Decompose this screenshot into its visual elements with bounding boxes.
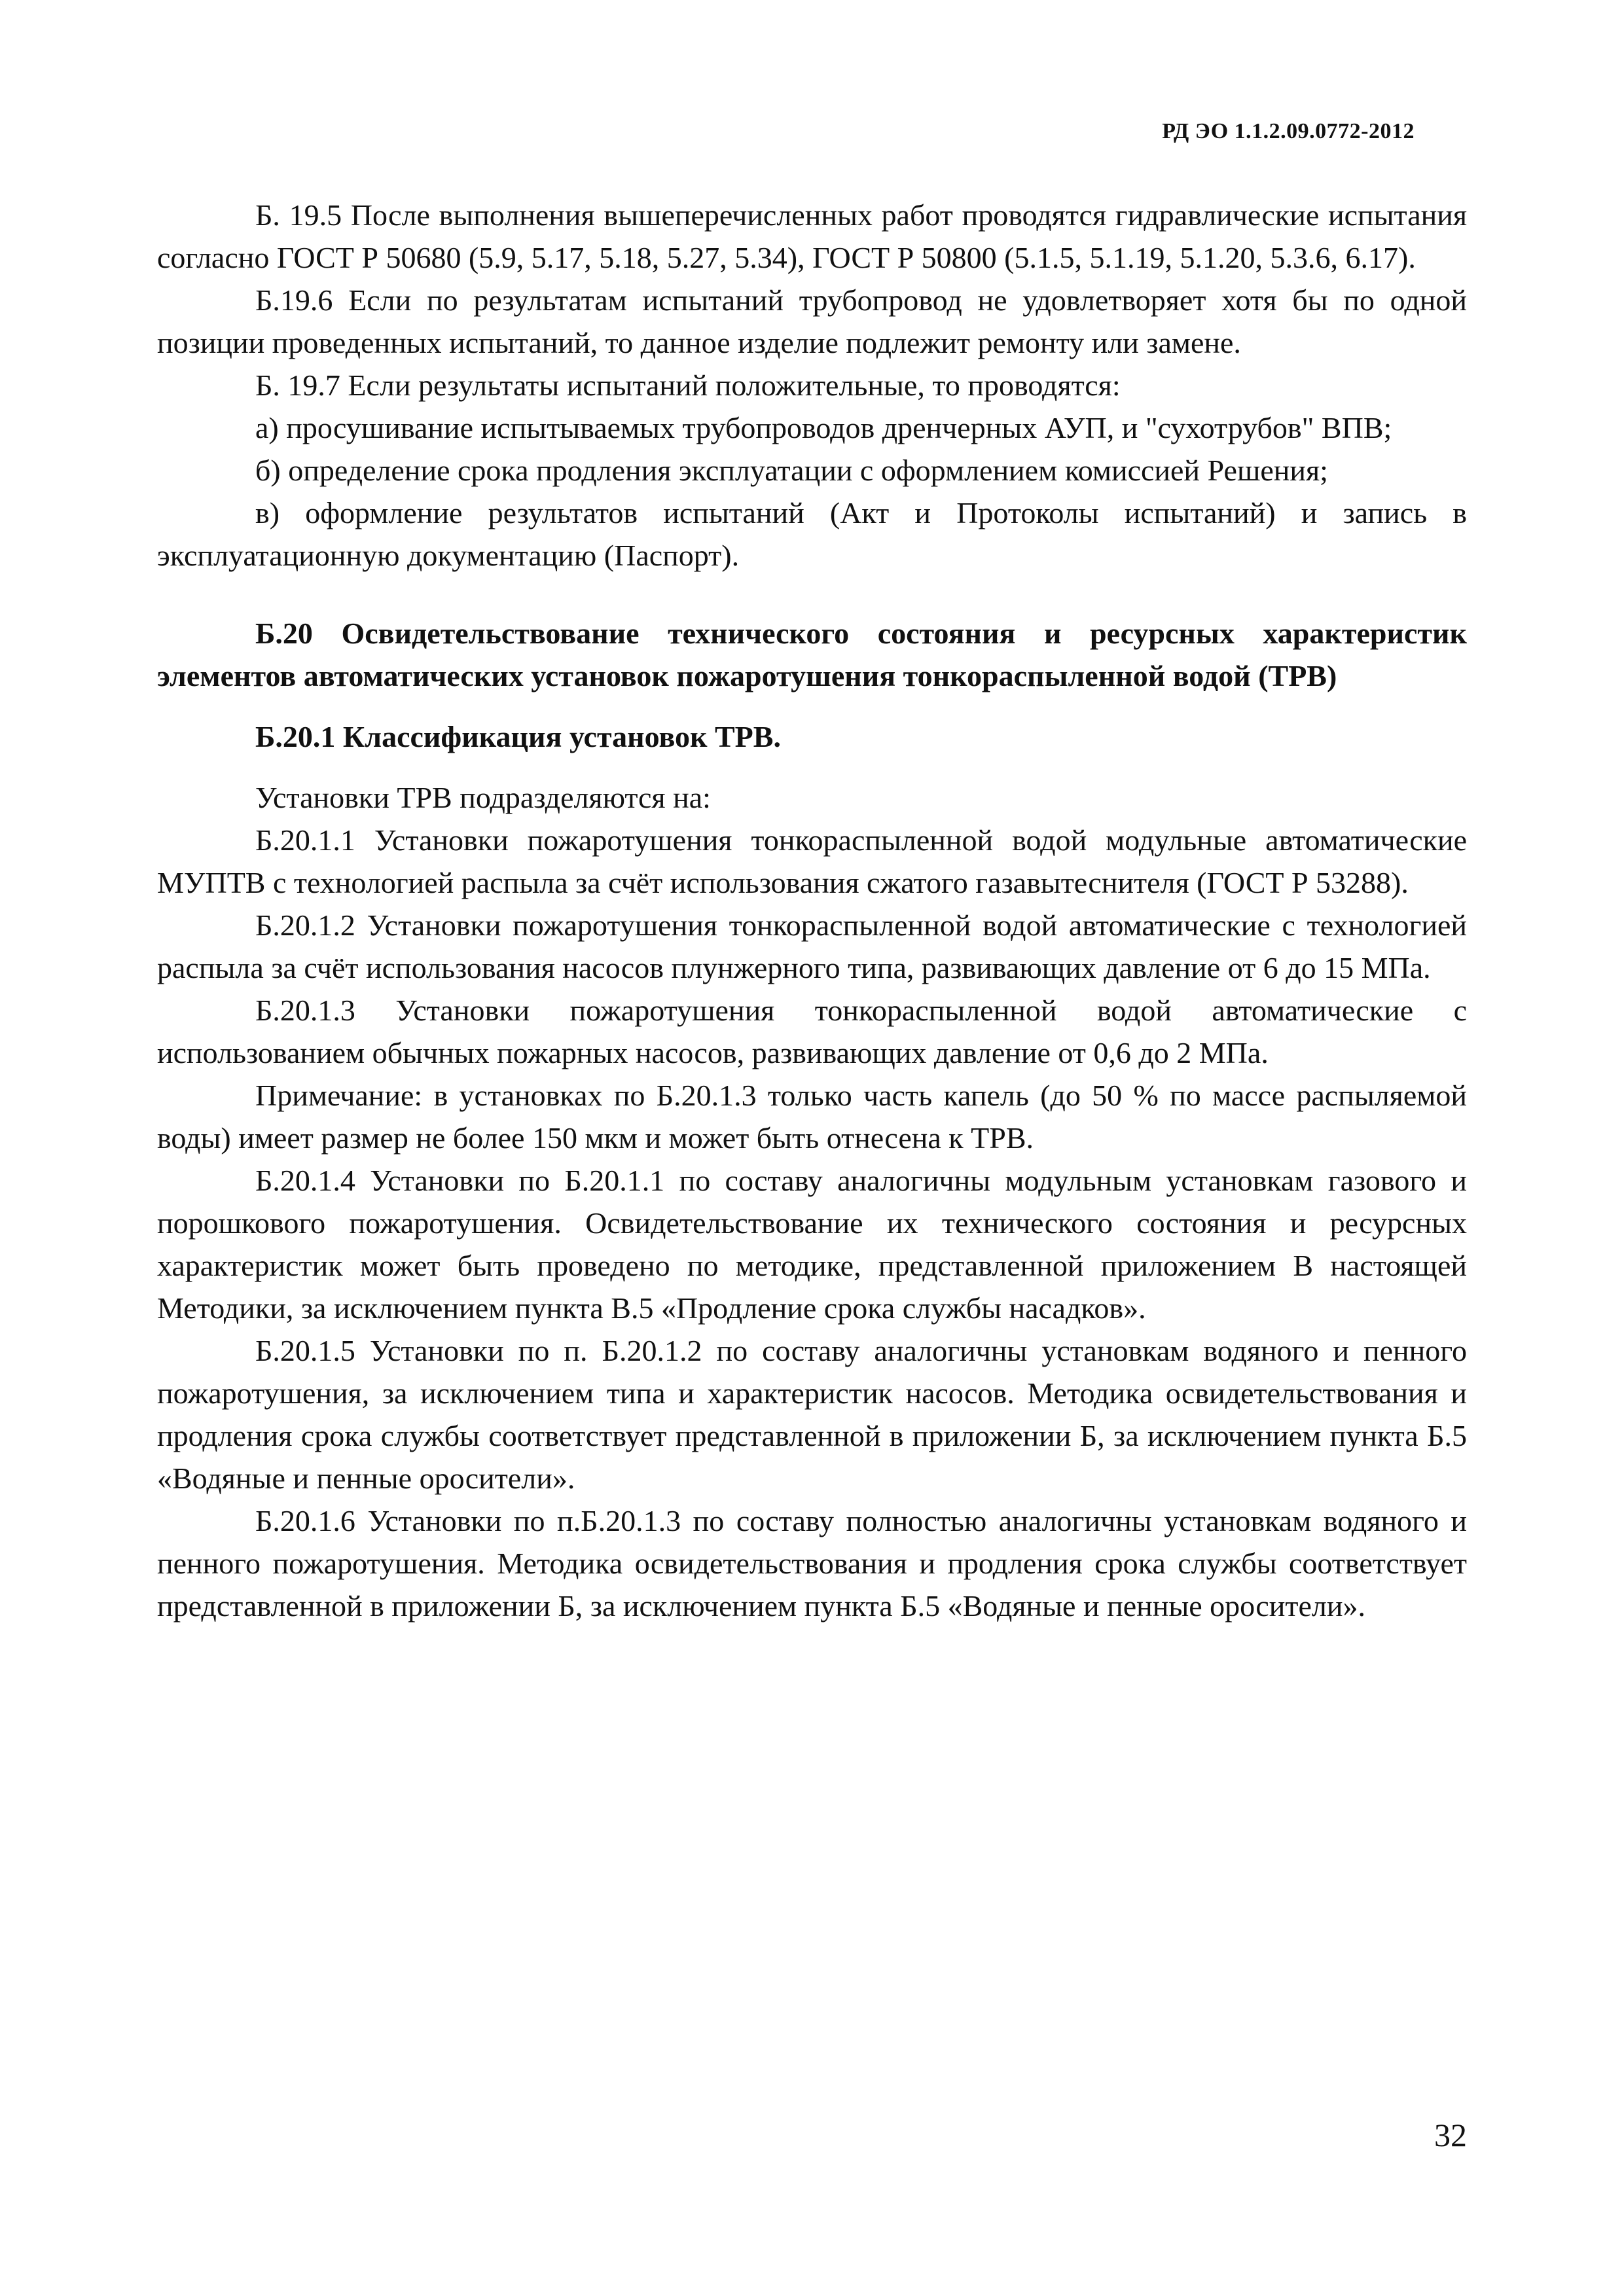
paragraph-b19-6: Б.19.6 Если по результатам испытаний трубопровод не удовлетворяет хотя бы по одной позиции проведенных испытаний, то данное изделие подлежит ремонту или замене. [157,283,1467,359]
page-number: 32 [1434,2117,1467,2153]
paragraph-b20-1-4: Б.20.1.4 Установки по Б.20.1.1 по составу аналогичны модульным установкам газового и порошкового пожаротушения. Освидетельствование их технического состояния и ресурсных характеристик может быть проведено по методике, представленной приложением В настоящей Методики, за исключением пункта В.5 «Продление срока службы насадков». [157,1164,1467,1325]
paragraph-b20-1-2: Б.20.1.2 Установки пожаротушения тонкораспыленной водой автоматические с технологией распыла за счёт использования насосов плунжерного типа, развивающих давление от 6 до 15 МПа. [157,908,1467,984]
list-item-b: б) определение срока продления эксплуатации с оформлением комиссией Решения; [255,454,1328,487]
paragraph-b20-1-1: Б.20.1.1 Установки пожаротушения тонкораспыленной водой модульные автоматические МУПТВ с технологией распыла за счёт использования сжатого газавытеснителя (ГОСТ Р 53288). [157,823,1467,899]
paragraph-b19-7: Б. 19.7 Если результаты испытаний положительные, то проводятся: [255,368,1121,402]
paragraph-b19-5: Б. 19.5 После выполнения вышеперечисленных работ проводятся гидравлические испытания согласно ГОСТ Р 50680 (5.9, 5.17, 5.18, 5.27, 5.34), ГОСТ Р 50800 (5.1.5, 5.1.19, 5.1.20, 5.3.6, 6.17). [157,198,1467,274]
paragraph-b20-1-3: Б.20.1.3 Установки пожаротушения тонкораспыленной водой автоматические с использованием обычных пожарных насосов, развивающих давление от 0,6 до 2 МПа. [157,994,1467,1069]
subsection-heading-b20-1: Б.20.1 Классификация установок ТРВ. [255,720,781,753]
paragraph-intro: Установки ТРВ подразделяются на: [255,781,711,814]
document-code: РД ЭО 1.1.2.09.0772-2012 [1162,119,1415,143]
section-heading-b20: Б.20 Освидетельствование технического состояния и ресурсных характеристик элементов автоматических установок пожаротушения тонкораспыленной водой (ТРВ) [157,617,1467,692]
list-item-a: а) просушивание испытываемых трубопроводов дренчерных АУП, и "сухотрубов" ВПВ; [255,411,1392,444]
list-item-v: в) оформление результатов испытаний (Акт и Протоколы испытаний) и запись в эксплуатационную документацию (Паспорт). [157,496,1467,572]
document-body [157,194,1467,1627]
paragraph-note: Примечание: в установках по Б.20.1.3 только часть капель (до 50 % по массе распыляемой воды) имеет размер не более 150 мкм и может быть отнесена к ТРВ. [157,1079,1467,1155]
paragraph-b20-1-6: Б.20.1.6 Установки по п.Б.20.1.3 по составу полностью аналогичны установкам водяного и пенного пожаротушения. Методика освидетельствования и продления срока службы соответствует представленной в приложении Б, за исключением пункта Б.5 «Водяные и пенные оросители». [157,1504,1467,1623]
paragraph-b20-1-5: Б.20.1.5 Установки по п. Б.20.1.2 по составу аналогичны установкам водяного и пенного пожаротушения, за исключением типа и характеристик насосов. Методика освидетельствования и продления срока службы соответствует представленной в приложении Б, за исключением пункта Б.5 «Водяные и пенные оросители». [157,1334,1467,1495]
